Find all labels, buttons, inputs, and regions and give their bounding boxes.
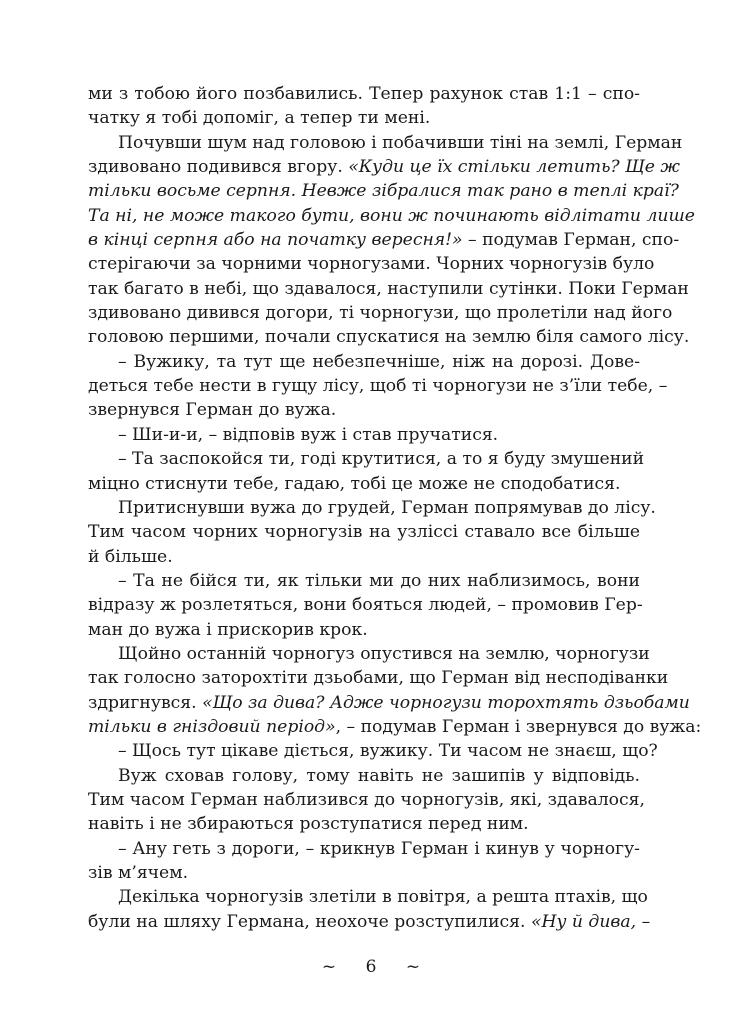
text-segment: – Щось тут цікаве діється, вужику. Ти часом не знаєш, що? [118,741,658,762]
text-segment: ман до вужа і прискорив крок. [88,619,368,640]
text-segment: стерігаючи за чорними чорногузами. Чорних чорногузів було [88,254,655,275]
text-segment: й більше. [88,546,173,567]
page-footer [0,955,742,979]
footer-ornament-left: ~ [321,957,337,977]
text-segment: Тим часом чорних чорногузів на узліссі ставало все більше [88,522,640,543]
text-line [88,618,640,642]
text-line [88,812,640,836]
italic-segment: «Що за дива? Адже чорногузи торохтять дзьобами [202,692,690,713]
text-segment: – подумав Герман, спо- [462,230,680,251]
text-segment: Щойно останній чорногуз опустився на землю, чорногузи [118,643,650,664]
italic-segment: в кінці серпня або на початку вересня!» [88,230,463,251]
text-line [88,204,695,228]
text-line [88,155,680,179]
page-number: 6 [365,957,377,977]
text-line [88,715,702,739]
text-segment: – Та не бійся ти, як тільки ми до них наблизимось, вони [118,570,640,591]
text-segment: Притиснувши вужа до грудей, Герман попрямував до лісу. [118,497,656,518]
text-line [88,82,640,106]
text-line [88,764,640,788]
text-line [88,691,690,715]
text-line [88,520,640,544]
text-line [88,666,669,690]
text-segment: – Ши-и-и, – відповів вуж і став пручатися. [118,424,499,445]
text-segment: Тим часом Герман наблизився до чорногузів, які, здавалося, [88,789,645,810]
text-segment: деться тебе нести в гущу лісу, щоб ті чорногузи не з’їли тебе, – [88,376,668,397]
text-line [88,398,640,422]
text-segment: здивовано дивився догори, ті чорногузи, що пролетіли над його [88,303,673,324]
text-segment: , – подумав Герман і звернувся до вужа: [335,716,702,737]
text-segment: чатку я тобі допоміг, а тепер ти мені. [88,108,431,129]
text-line [88,252,655,276]
text-segment: так голосно заторохтіти дзьобами, що Герман від несподіванки [88,668,669,689]
text-line [88,593,643,617]
text-line [88,496,656,520]
text-segment: – Вужику, та тут ще небезпечніше, ніж на дорозі. Дове- [118,351,640,372]
text-segment: Вуж сховав голову, тому навіть не зашипів у відповідь. [118,765,640,786]
text-line [88,106,640,130]
text-segment: здригнувся. [88,692,203,713]
text-segment: міцно стиснути тебе, гадаю, тобі це може не сподобатися. [88,473,621,494]
text-line [88,642,650,666]
text-segment: – [636,911,651,932]
italic-segment: Та ні, не може такого бути, вони ж починають відлітати лише [88,205,695,226]
text-line [88,861,640,885]
text-line [88,301,673,325]
page-text [88,82,702,934]
text-line [88,837,640,861]
text-line [88,350,640,374]
text-line [88,228,680,252]
text-segment: були на шляху Германа, неохоче розступилися. [88,911,531,932]
text-line [88,569,640,593]
footer-ornament-right: ~ [405,957,421,977]
italic-segment: «Куди це їх стільки летить? Ще ж [348,157,680,178]
text-line [88,277,689,301]
text-line [88,472,640,496]
italic-segment: «Ну й дива, [530,911,637,932]
text-line [88,447,645,471]
text-segment: – Ану геть з дороги, – крикнув Герман і кинув у чорногу- [118,838,640,859]
text-line [88,739,658,763]
italic-segment: тільки восьме серпня. Невже зібралися так рано в теплі краї? [88,181,679,202]
text-line [88,423,640,447]
text-line [88,179,679,203]
text-line [88,545,640,569]
text-segment: здивовано подивився вгору. [88,157,349,178]
text-segment: звернувся Герман до вужа. [88,400,337,421]
text-segment: – Та заспокойся ти, годі крутитися, а то я буду змушений [118,449,645,470]
italic-segment: тільки в гніздовий період» [88,716,336,737]
text-line [88,885,648,909]
text-segment: зів м’ячем. [88,863,189,883]
text-segment: головою першими, почали спускатися на землю біля самого лісу. [88,327,690,348]
text-line [88,374,668,398]
text-line [88,910,651,934]
text-line [88,325,690,349]
text-segment: відразу ж розлетяться, вони бояться людей, – промовив Гер- [88,595,643,616]
text-segment: навіть і не збираються розступатися перед ним. [88,814,529,835]
text-line [88,788,645,812]
text-segment: Почувши шум над головою і побачивши тіні на землі, Герман [118,132,683,153]
text-line [88,131,683,155]
text-segment: ми з тобою його позбавились. Тепер рахунок став 1:1 – спо- [88,84,640,104]
text-segment: так багато в небі, що здавалося, наступили сутінки. Поки Герман [88,278,689,299]
text-segment: Декілька чорногузів злетіли в повітря, а решта птахів, що [118,887,648,908]
